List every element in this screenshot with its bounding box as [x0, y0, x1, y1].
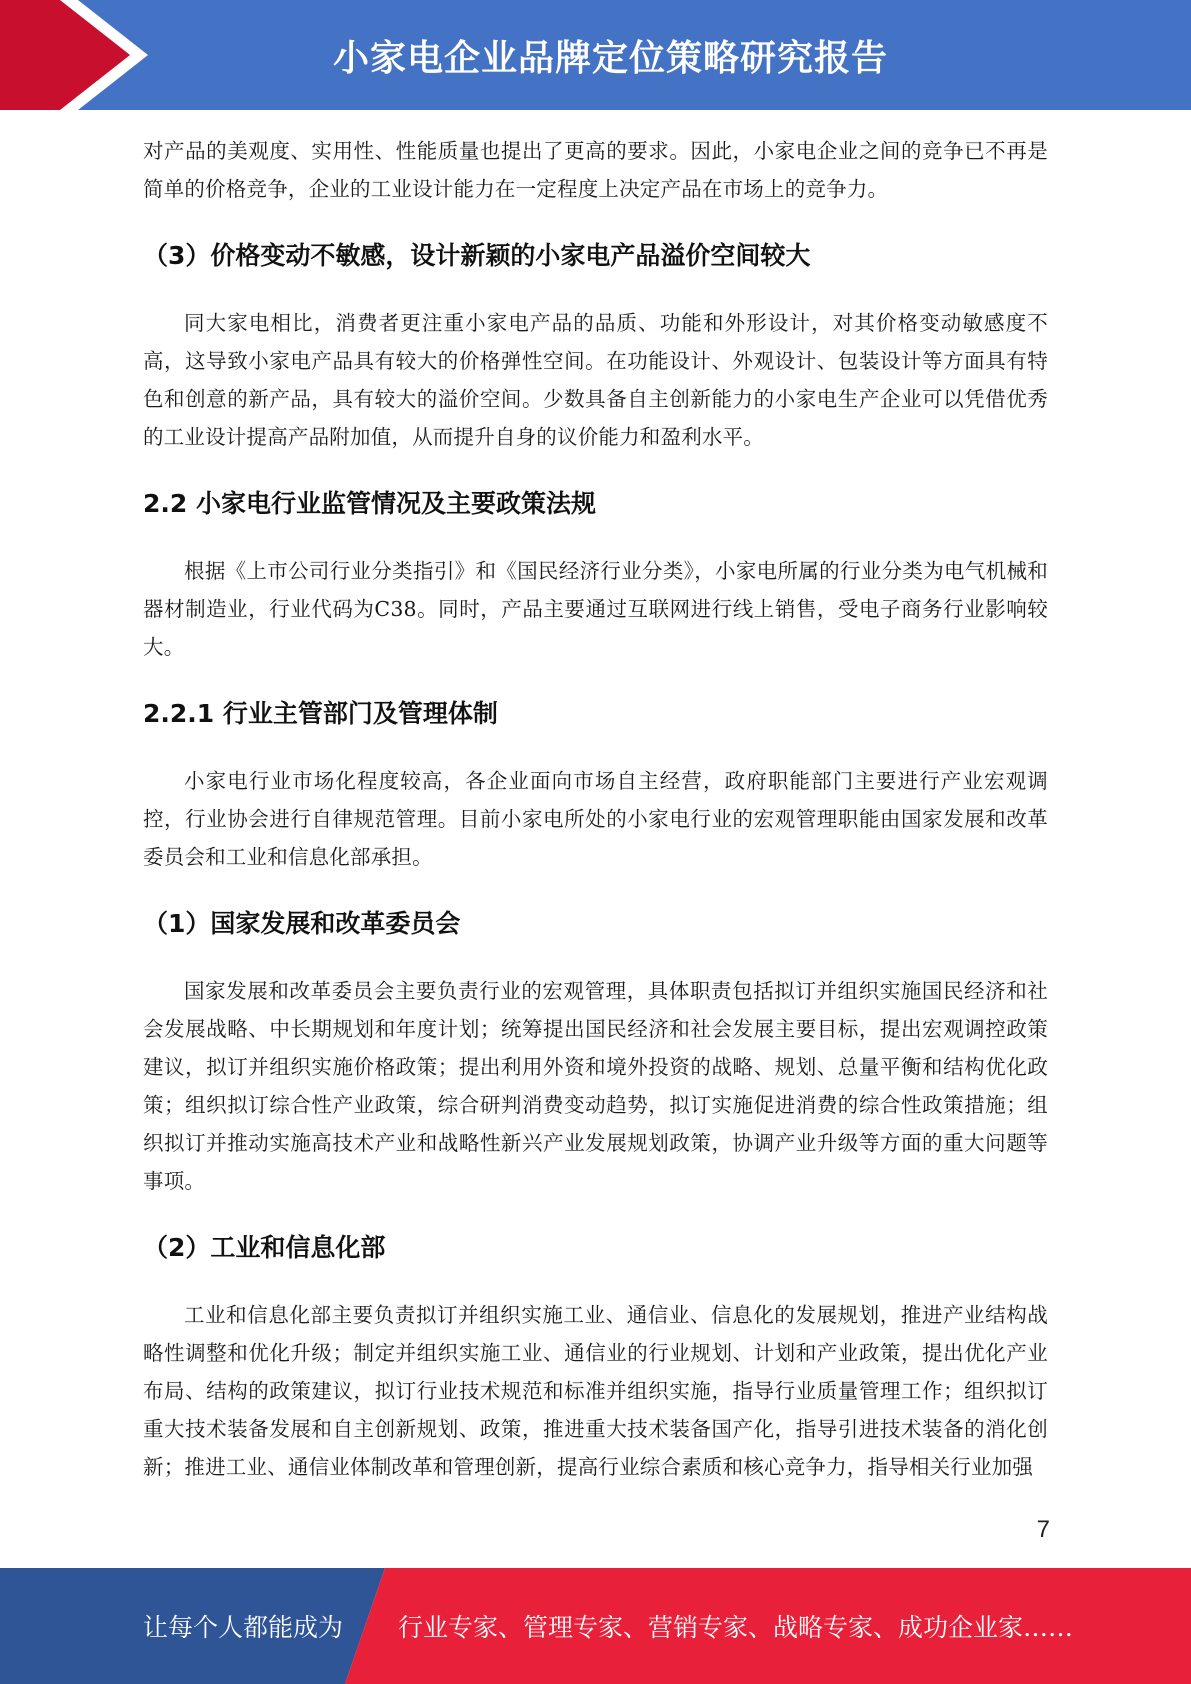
page-number: 7 — [1036, 1516, 1050, 1543]
report-title: 小家电企业品牌定位策略研究报告 — [332, 38, 888, 79]
heading-section-2-2-1: 2.2.1 行业主管部门及管理体制 — [143, 699, 498, 728]
page-header — [0, 0, 1191, 110]
heading-miit: （2）工业和信息化部 — [143, 1233, 386, 1262]
document-body — [143, 132, 1048, 1486]
paragraph-miit: 工业和信息化部主要负责拟订并组织实施工业、通信业、信息化的发展规划，推进产业结构战略性调整和优化升级；制定并组织实施工业、通信业的行业规划、计划和产业政策，提出优化产业布局、结构的政策建议，拟订行业技术规范和标准并组织实施，指导行业质量管理工作；组织拟订重大技术装备发展和自主创新规划、政策，推进重大技术装备国产化，指导引进技术装备的消化创新；推进工业、通信业体制改革和管理创新，提高行业综合素质和核心竞争力，指导相关行业加强 — [143, 1303, 1048, 1479]
paragraph-management: 小家电行业市场化程度较高，各企业面向市场自主经营，政府职能部门主要进行产业宏观调控，行业协会进行自律规范管理。目前小家电所处的小家电行业的宏观管理职能由国家发展和改革委员会和工业和信息化部承担。 — [143, 769, 1048, 869]
paragraph-classification: 根据《上市公司行业分类指引》和《国民经济行业分类》，小家电所属的行业分类为电气机械和器材制造业，行业代码为C38。同时，产品主要通过互联网进行线上销售，受电子商务行业影响较大。 — [143, 559, 1048, 659]
footer-slogan-right: 行业专家、管理专家、营销专家、战略专家、成功企业家…… — [398, 1613, 1074, 1642]
page-footer — [0, 1568, 1191, 1684]
footer-slogan-left: 让每个人都能成为 — [143, 1613, 344, 1642]
heading-price-insensitivity: （3）价格变动不敏感，设计新颖的小家电产品溢价空间较大 — [143, 241, 811, 270]
heading-ndrc: （1）国家发展和改革委员会 — [143, 909, 461, 938]
paragraph-price: 同大家电相比，消费者更注重小家电产品的品质、功能和外形设计，对其价格变动敏感度不高，这导致小家电产品具有较大的价格弹性空间。在功能设计、外观设计、包装设计等方面具有特色和创意的新产品，具有较大的溢价空间。少数具备自主创新能力的小家电生产企业可以凭借优秀的工业设计提高产品附加值，从而提升自身的议价能力和盈利水平。 — [143, 311, 1048, 449]
paragraph-intro: 对产品的美观度、实用性、性能质量也提出了更高的要求。因此，小家电企业之间的竞争已不再是简单的价格竞争，企业的工业设计能力在一定程度上决定产品在市场上的竞争力。 — [143, 139, 1048, 201]
paragraph-ndrc: 国家发展和改革委员会主要负责行业的宏观管理，具体职责包括拟订并组织实施国民经济和社会发展战略、中长期规划和年度计划；统筹提出国民经济和社会发展主要目标，提出宏观调控政策建议，拟订并组织实施价格政策；提出利用外资和境外投资的战略、规划、总量平衡和结构优化政策；组织拟订综合性产业政策，综合研判消费变动趋势，拟订实施促进消费的综合性政策措施；组织拟订并推动实施高技术产业和战略性新兴产业发展规划政策，协调产业升级等方面的重大问题等事项。 — [143, 979, 1048, 1193]
heading-section-2-2: 2.2 小家电行业监管情况及主要政策法规 — [143, 489, 596, 518]
